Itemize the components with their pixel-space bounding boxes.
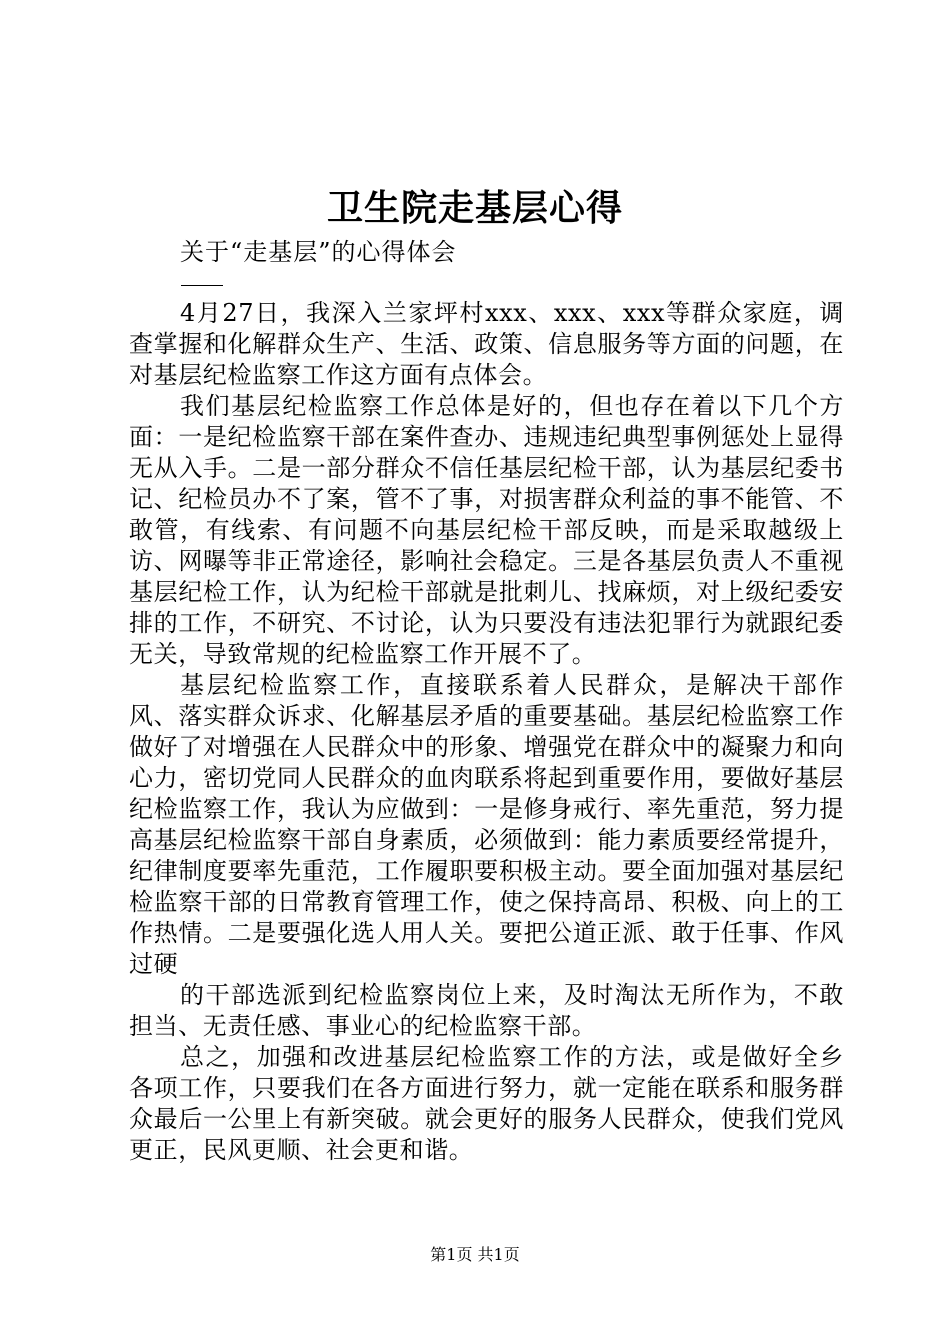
paragraph-1: 4月27日，我深入兰家坪村xxx、xxx、xxx等群众家庭，调查掌握和化解群众生产、生活、政策、信息服务等方面的问题，在对基层纪检监察工作这方面有点体会。 bbox=[129, 299, 844, 389]
paragraph-5: 总之，加强和改进基层纪检监察工作的方法，或是做好全乡各项工作，只要我们在各方面进行努力，就一定能在联系和服务群众最后一公里上有新突破。就会更好的服务人民群众，使我们党风更正，民风更顺、社会更和谐。 bbox=[129, 1043, 844, 1164]
paragraph-2: 我们基层纪检监察工作总体是好的，但也存在着以下几个方面：一是纪检监察干部在案件查办、违规违纪典型事例惩处上显得无从入手。二是一部分群众不信任基层纪检干部，认为基层纪委书记、纪检员办不了案，管不了事，对损害群众利益的事不能管、不敢管，有线索、有问题不向基层纪检干部反映，而是采取越级上访、网曝等非正常途径，影响社会稳定。三是各基层负责人不重视基层纪检工作，认为纪检干部就是批刺儿、找麻烦，对上级纪委安排的工作，不研究、不讨论，认为只要没有违法犯罪行为就跟纪委无关，导致常规的纪检监察工作开展不了。 bbox=[129, 392, 844, 668]
document-body bbox=[129, 298, 844, 1166]
subtitle: 关于“走基层”的心得体会 bbox=[180, 238, 457, 266]
paragraph-4: 的干部选派到纪检监察岗位上来，及时淘汰无所作为，不敢担当、无责任感、事业心的纪检监察干部。 bbox=[129, 981, 844, 1040]
subtitle-dash-divider bbox=[181, 285, 223, 286]
paragraph-3: 基层纪检监察工作，直接联系着人民群众，是解决干部作风、落实群众诉求、化解基层矛盾的重要基础。基层纪检监察工作做好了对增强在人民群众中的形象、增强党在群众中的凝聚力和向心力，密切党同人民群众的血肉联系将起到重要作用，要做好基层纪检监察工作，我认为应做到：一是修身戒行、率先重范，努力提高基层纪检监察干部自身素质，必须做到：能力素质要经常提升，纪律制度要率先重范，工作履职要积极主动。要全面加强对基层纪检监察干部的日常教育管理工作，使之保持高昂、积极、向上的工作热情。二是要强化选人用人关。要把公道正派、敢于任事、作风过硬 bbox=[129, 671, 844, 978]
page-footer: 第1页 共1页 bbox=[430, 1245, 520, 1264]
page-title: 卫生院走基层心得 bbox=[326, 187, 623, 229]
